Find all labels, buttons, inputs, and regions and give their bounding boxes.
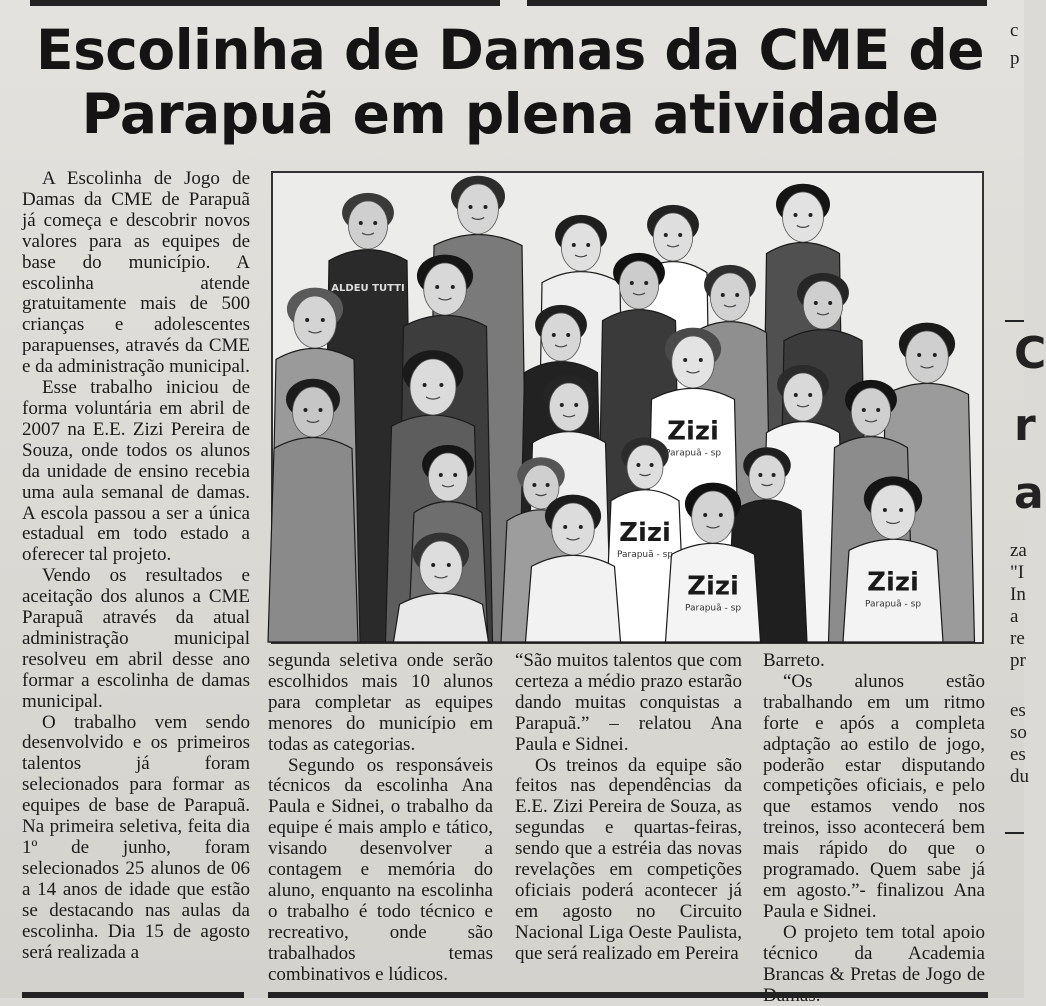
person-face xyxy=(627,445,663,489)
fragment-letter: pr xyxy=(1010,650,1026,671)
shirt-print-parapua: Parapuã - sp xyxy=(864,599,922,610)
person-face xyxy=(783,192,824,242)
fragment-letter: za xyxy=(1010,540,1027,561)
bottom-rule-right xyxy=(268,992,988,998)
person-eye xyxy=(678,233,682,237)
person-face xyxy=(692,491,735,543)
person-eye xyxy=(451,285,455,289)
fragment-letter: re xyxy=(1010,628,1025,649)
person-eye xyxy=(305,318,309,322)
person-face xyxy=(294,296,337,348)
paragraph: Barreto. xyxy=(763,650,825,671)
person-eye xyxy=(772,473,776,477)
person-face xyxy=(783,373,822,421)
person-eye xyxy=(560,403,564,407)
fragment-letter: es xyxy=(1010,744,1026,765)
person-eye xyxy=(719,513,723,517)
person-eye xyxy=(439,383,443,387)
person-eye xyxy=(439,473,443,477)
person-eye xyxy=(447,563,451,567)
person-eye xyxy=(579,525,583,529)
person-face xyxy=(424,263,467,315)
fragment-heading-letter: a xyxy=(1014,468,1044,519)
person-eye xyxy=(484,205,488,209)
person-body xyxy=(394,593,489,642)
fragment-rule xyxy=(1005,832,1024,834)
person-face xyxy=(672,336,715,388)
person-eye xyxy=(423,383,427,387)
article-column-3 xyxy=(515,651,742,965)
paragraph: Os treinos da equipe são feitos nas dependências da E.E. Zizi Pereira de Souza, as segundas e quartas-feiras, sendo que a estréia das novas revelações em competições oficiais poderá acontecer já em agosto no Circuito Nacional Liga Oeste Paulista, que será realizado em Pereira xyxy=(515,754,742,964)
fragment-letter: es xyxy=(1010,700,1026,721)
adjacent-article-fragment xyxy=(996,0,1046,998)
paragraph: Vendo os resultados e aceitação dos alunos a CME Parapuã através da atual administração municipal resolveu em abril desse ano formar a escolinha de damas municipal. xyxy=(22,565,250,712)
person-eye xyxy=(862,408,866,412)
bottom-rule-left xyxy=(22,992,244,998)
paragraph: A Escolinha de Jogo de Damas da CME de Parapuã já começa e descobrir novos valores para as equipes de base do município. A escolinha atende gratuitamente mais de 500 crianças e adolescentes parapuenses, através da CME e da administração municipal. xyxy=(22,168,250,378)
paragraph: “São muitos talentos que com certeza a médio prazo estarão dando muitas conquistas a Parapuã.” – relatou Ana Paula e Sidnei. xyxy=(515,650,742,755)
person-eye xyxy=(876,408,880,412)
fragment-letter: "I xyxy=(1010,562,1025,583)
person-eye xyxy=(794,393,798,397)
person-eye xyxy=(359,221,363,225)
person-eye xyxy=(532,483,536,487)
person-eye xyxy=(572,243,576,247)
person-face xyxy=(410,359,456,415)
paragraph: “Os alunos estão trabalhando em um ritmo forte e após a completa adptação ao estilo de jogo, poderão estar disputando competições oficiais, e pelo que estamos vendo nos treinos, isso acontecerá bem mais rápido do que o programado. Quem sabe já em agosto.”- finalizou Ana Paula e Sidnei. xyxy=(763,670,985,922)
person-eye xyxy=(814,301,818,305)
person-face xyxy=(710,273,749,321)
person-face xyxy=(653,213,692,261)
person-eye xyxy=(469,205,473,209)
fragment-letter: du xyxy=(1010,766,1029,787)
person-face xyxy=(420,541,463,593)
top-rule-right xyxy=(527,0,987,6)
person-eye xyxy=(735,293,739,297)
article-column-2 xyxy=(268,651,493,986)
person-face xyxy=(619,261,658,309)
person-body xyxy=(268,438,358,643)
person-eye xyxy=(703,513,707,517)
team-photo-image xyxy=(273,173,982,642)
person-face xyxy=(561,223,600,271)
person-eye xyxy=(794,213,798,217)
person-eye xyxy=(319,408,323,412)
fragment-heading-letter: C xyxy=(1014,328,1046,379)
person-eye xyxy=(644,281,648,285)
person-eye xyxy=(574,403,578,407)
person-eye xyxy=(664,233,668,237)
person-eye xyxy=(563,525,567,529)
article-column-1 xyxy=(22,169,250,963)
person-eye xyxy=(630,281,634,285)
person-eye xyxy=(933,353,937,357)
shirt-print-zizi: Zizi xyxy=(687,571,739,602)
person-face xyxy=(552,503,595,555)
person-eye xyxy=(566,333,570,337)
article-headline: Escolinha de Damas da CME de Parapuã em plena atividade xyxy=(36,18,984,146)
paragraph: Esse trabalho iniciou de forma voluntária em abril de 2007 na E.E. Zizi Pereira de Souza, onde todos os alunos da unidade de ensino recebia uma aula semanal de damas. A escola passou a ser a única estadual em todo estado a oferecer tal projeto. xyxy=(22,377,250,566)
person-eye xyxy=(453,473,457,477)
person-eye xyxy=(321,318,325,322)
fragment-rule xyxy=(1005,320,1024,322)
person-eye xyxy=(373,221,377,225)
shirt-print-zizi: Zizi xyxy=(619,517,671,548)
person-body xyxy=(526,555,621,642)
shirt-print-zizi: Zizi xyxy=(867,567,919,598)
person-eye xyxy=(828,301,832,305)
person-eye xyxy=(808,393,812,397)
person-face xyxy=(348,201,387,249)
person-eye xyxy=(636,463,640,467)
person-eye xyxy=(883,508,887,512)
person-face xyxy=(458,184,499,234)
person-face xyxy=(803,281,842,329)
person-eye xyxy=(809,213,813,217)
person-eye xyxy=(699,358,703,362)
article-column-4 xyxy=(763,651,985,1006)
person-eye xyxy=(899,508,903,512)
fragment-letter: a xyxy=(1010,606,1019,627)
shirt-print-parapua: Parapuã - sp xyxy=(664,448,722,459)
team-photo xyxy=(271,171,984,644)
paragraph: segunda seletiva onde serão escolhidos mais 10 alunos para completar as equipes menores do município em todas as categorias. xyxy=(268,650,493,755)
person-eye xyxy=(683,358,687,362)
person-eye xyxy=(431,563,435,567)
top-rule-left xyxy=(30,0,500,6)
person-eye xyxy=(546,483,550,487)
person-face xyxy=(428,453,467,501)
fragment-heading-letter: r xyxy=(1014,400,1036,451)
person-eye xyxy=(435,285,439,289)
person-face xyxy=(293,387,334,437)
paragraph: Segundo os responsáveis técnicos da escolinha Ana Paula e Sidnei, o trabalho da equipe é mais amplo e tático, visando desenvolver a contagem e memória do aluno, enquanto na escolinha o trabalho é todo técnico e recreativo, onde são trabalhados temas combinativos e lúdicos. xyxy=(268,754,493,985)
person-eye xyxy=(758,473,762,477)
paragraph: O projeto tem total apoio técnico da Academia Brancas & Pretas de Jogo de xyxy=(763,921,985,985)
person-eye xyxy=(552,333,556,337)
person-eye xyxy=(917,353,921,357)
person-face xyxy=(906,331,949,383)
fragment-letter: so xyxy=(1010,722,1027,743)
shirt-print-board: ALDEU TUTTI xyxy=(331,283,405,294)
fragment-letter: p xyxy=(1010,48,1020,69)
shirt-print-zizi: Zizi xyxy=(667,416,719,447)
shirt-print-parapua: Parapuã - sp xyxy=(684,603,742,614)
person-face xyxy=(749,455,785,499)
person-eye xyxy=(586,243,590,247)
paragraph: O trabalho vem sendo desenvolvido e os primeiros talentos já foram selecionados para formar as equipes de base de Parapuã. Na primeira seletiva, feita dia 1º de junho, foram selecionados 25 alunos de 06 a 14 anos de idade que estão se destacando nas aulas da escolinha. Dia 15 de agosto será realizada a xyxy=(22,711,250,963)
shirt-print-parapua: Parapuã - sp xyxy=(616,549,674,560)
person-face xyxy=(851,388,890,436)
person-face xyxy=(871,485,915,539)
person-eye xyxy=(304,408,308,412)
fragment-letter: In xyxy=(1010,584,1026,605)
person-face xyxy=(549,383,588,431)
person-eye xyxy=(721,293,725,297)
person-face xyxy=(541,313,580,361)
fragment-letter: c xyxy=(1010,20,1019,41)
person-eye xyxy=(650,463,654,467)
